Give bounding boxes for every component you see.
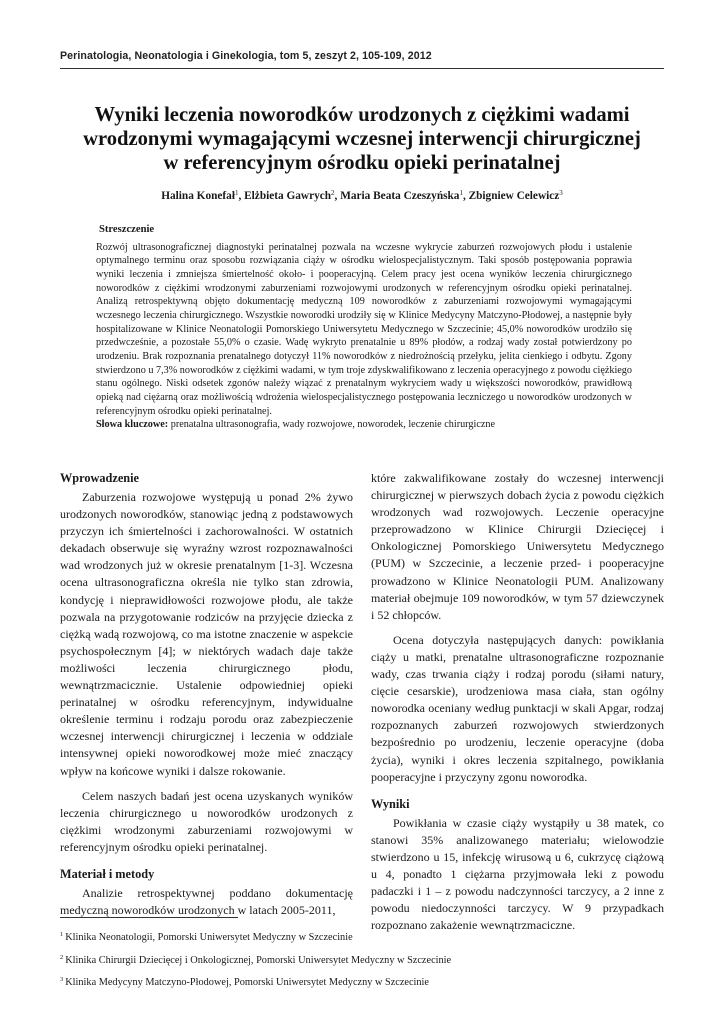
footnote-rule: [60, 917, 238, 918]
methods-paragraph-1-start: Analizie retrospektywnej poddano dokumentację medyczną noworodków urodzonych w latach 2005-2011,: [60, 885, 353, 918]
title-line-1: Wyniki leczenia noworodków urodzonych z ciężkimi wadami: [94, 104, 630, 126]
keywords-text: prenatalna ultrasonografia, wady rozwojowe, noworodek, leczenie chirurgiczne: [170, 419, 495, 431]
methods-paragraph-2: Ocena dotyczyła następujących danych: powikłania ciąży u matki, prenatalne ultrasonograficzne rozpoznanie wady, czas trwania ciąży i rodzaj porodu (siłami natury, cięcie cesarskie), urodzeniowa masa ciała, stan ogólny noworodka oceniany według punktacji w skali Apgar, rodzaj rozpoznanych zaburzeń rozwojowych stwierdzonych bezpośrednio po urodzeniu, leczenie operacyjne (doba życia), wyniki i okres leczenia szpitalnego, powikłania pooperacyjne i przyczyny zgonu noworodka.: [371, 632, 664, 784]
title-line-2: wrodzonymi wymagającymi wczesnej interwencji chirurgicznej: [83, 128, 641, 150]
intro-heading: Wprowadzenie: [60, 471, 140, 485]
author-affiliation-1: 1: [234, 189, 239, 197]
footnote-marker-2: 2: [60, 953, 64, 961]
left-column: [60, 470, 353, 919]
footnote-marker-1: 1: [60, 931, 64, 938]
author-affiliation-4: 3: [559, 189, 563, 197]
footnote-2: [60, 948, 664, 971]
footnotes: [60, 925, 664, 993]
intro-paragraph-2: Celem naszych badań jest ocena uzyskanych wyników leczenia chirurgicznego u noworodków urodzonych z ciężkimi wrodzonymi zaburzeniami rozwojowymi w referencyjnym ośrodku opieki perinatalnej.: [60, 788, 353, 854]
keywords: [96, 418, 632, 432]
author-list: Halina Konefał$^1$, Elżbieta Gawrych$^2$, Maria Beata Czeszyńska$^1$, Zbigniew Celewicz$^3$: [161, 189, 563, 202]
footnote-1: [60, 925, 664, 948]
author-name-3: Maria Beata Czeszyńska: [340, 190, 460, 202]
footnote-text-3: Klinika Medycyny Matczyno-Płodowej, Pomorski Uniwersytet Medyczny w Szczecinie: [65, 977, 429, 988]
right-column: [371, 470, 664, 934]
journal-header: Perinatologia, Neonatologia i Ginekologia, tom 5, zeszyt 2, 105-109, 2012: [60, 50, 432, 62]
abstract-text: Rozwój ultrasonograficznej diagnostyki perinatalnej pozwala na wczesne wykrycie zaburzeń rozwojowych płodu i ustalenie optymalnego terminu oraz sposobu rozwiązania ciąży w ośrodku wielospecjalistycznym. Taki sposób postępowania poprawia wyniki leczenia i zmniejsza śmiertelność około- i pooperacyjną. Celem pracy jest ocena wyników leczenia chirurgicznego noworodków z ciężkimi wrodzonymi zaburzeniami rozwojowymi urodzonych w referencyjnym ośrodku opieki perinatalnej. Analizą retrospektywną objęto dokumentację medyczną 109 noworodków z zaburzeniami rozwojowymi wymagającymi wczesnego leczenia chirurgicznego. Wszystkie noworodki urodziły się w Klinice Medycyny Matczyno-Płodowej, a następnie były hospitalizowane w Klinice Neonatologii Pomorskiego Uniwersytetu Medycznego w Szczecinie; 45,0% noworodków urodziło się przedwcześnie, a pozostałe 55,0% o czasie. Wadę wykryto prenatalnie u 89% płodów, a rodzaj wady został potwierdzony po urodzeniu. Brak rozpoznania prenatalnego dotyczył 11% noworodków z niedrożnością przełyku, jelita cienkiego i odbytu. Zgony stwierdzono u 7,3% noworodków z ciężkimi wadami, w tym troje zdyskwalifikowano z leczenia operacyjnego z powodu ciężkiego stanu ogólnego. Niski odsetek zgonów należy wiązać z prenatalnym wykryciem wady u większości noworodków, prawidłową opieką nad ciężarną oraz możliwością wdrożenia wielospecjalistycznego postępowania leczniczego u noworodków urodzonych w referencyjnym ośrodku opieki perinatalnej.: [96, 241, 632, 417]
footnote-3: [60, 970, 664, 993]
methods-heading: Materiał i metody: [60, 866, 155, 881]
article-title: [60, 103, 664, 175]
author-affiliation-2: 2: [331, 189, 335, 197]
header-rule: [60, 68, 664, 69]
abstract-heading: Streszczenie: [99, 224, 155, 235]
author-name-4: Zbigniew Celewicz: [468, 190, 560, 202]
footnote-text-1: Klinika Neonatologii, Pomorski Uniwersytet Medyczny w Szczecinie: [65, 932, 353, 943]
author-name-1: Halina Konefał: [161, 190, 235, 202]
results-paragraph-1: Powikłania w czasie ciąży wystąpiły u 38 matek, co stanowi 35% analizowanego materiału; wielowodzie stwierdzono u 15, infekcję wirusową u 6, cukrzycę ciążową u 4, ponadto 1 ciężarna przyjmowała leki z powodu padaczki i 1 – z powodu nadczynności tarczycy, a 2 inne z powodu niedoczynności tarczycy. W 9 przypadkach rozpoznano zakażenie wewnątrzmaciczne.: [371, 815, 664, 933]
intro-paragraph-1: Zaburzenia rozwojowe występują u ponad 2% żywo urodzonych noworodków, stanowiąc jedną z podstawowych przyczyn ich śmiertelności i zachorowalności. W ostatnich dekadach obserwuje się wyraźny wzrost rozpoznawalności wad wrodzonych już w okresie prenatalnym [1-3]. Wczesna ocena ultrasonograficzna określa nie tylko stan zdrowia, kondycję i nieprawidłowości rozwojowe płodu, ale także pozwala na przygotowanie rodziców na przyjęcie dziecka z ciężką wadą rozwojową, co ma istotne znaczenie w aspekcie psychospołecznym [4]; w niektórych wadach daje także możliwości leczenia chirurgicznego płodu, wewnątrzmacicznie. Ustalenie odpowiedniej opieki perinatalnej w ośrodku referencyjnym, indywidualne określenie terminu i rodzaju porodu oraz zabezpieczenie wczesnej interwencji chirurgicznej i leczenia w oddziale intensywnej opieki noworodkowej może mieć znaczący wpływ na końcowe wyniki i dalsze rokowanie.: [60, 490, 353, 778]
results-heading: Wyniki: [371, 796, 410, 811]
methods-paragraph-1-cont: które zakwalifikowane zostały do wczesnej interwencji chirurgicznej w pierwszych dobach życia z powodu ciężkich wrodzonych wad rozwojowych. Leczenie operacyjne przeprowadzono w Klinice Chirurgii Dziecięcej i Onkologicznej Pomorskiego Uniwersytetu Medycznego (PUM) w Szczecinie, a leczenie przed- i pooperacyjne prowadzono w Klinice Neonatologii PUM. Analizowany materiał obejmuje 109 noworodków, w tym 57 dziewczynek i 52 chłopców.: [371, 471, 664, 622]
author-name-2: Elżbieta Gawrych: [244, 190, 332, 202]
footnote-marker-3: 3: [60, 976, 64, 983]
title-line-3: w referencyjnym ośrodku opieki perinatalnej: [163, 152, 561, 174]
keywords-label: Słowa kluczowe:: [96, 419, 169, 431]
abstract: [96, 223, 632, 432]
footnote-text-2: Klinika Chirurgii Dziecięcej i Onkologicznej, Pomorski Uniwersytet Medyczny w Szczecinie: [65, 954, 452, 966]
author-affiliation-3: 1: [459, 189, 463, 197]
